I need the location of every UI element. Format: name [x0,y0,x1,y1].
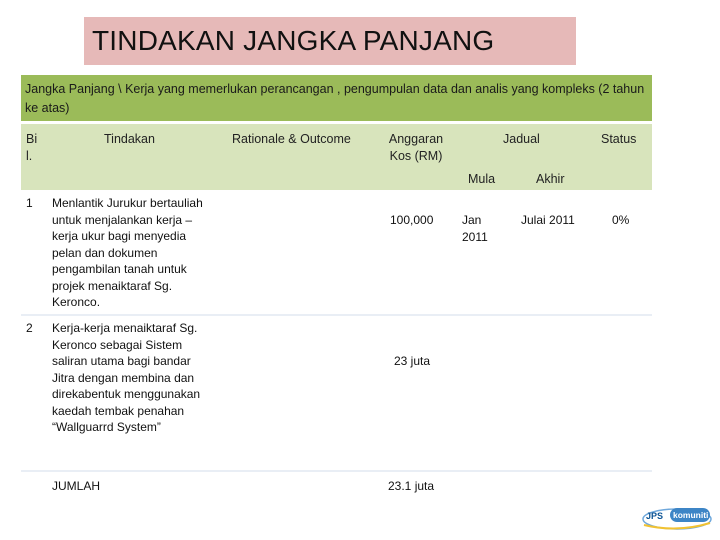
total-label: JUMLAH [52,479,101,493]
header-tindakan: Tindakan [104,132,155,146]
row-1-bil: 1 [26,196,33,210]
page-title-box [84,17,576,65]
row-1-mula: Jan 2011 [462,213,488,244]
total-value: 23.1 juta [388,479,435,493]
row-1-status: 0% [612,213,630,227]
svg-text:komuniti: komuniti [673,510,709,520]
category-description: Jangka Panjang \ Kerja yang memerlukan perancangan , pengumpulan data dan analis yang kompleks (2 tahun ke atas) [21,75,652,121]
row-2-tindakan: Kerja-kerja menaiktaraf Sg. Keronco sebagai Sistem saliran utama bagi bandar Jitra dengan membina dan direkabentuk menggunakan kaedah tembak penahan “Wallguarrd System” [52,321,201,434]
header-mula: Mula [468,172,496,186]
table-header [21,124,652,168]
page-title: TINDAKAN JANGKA PANJANG [92,25,495,56]
row-divider [21,314,652,316]
row-1-anggaran: 100,000 [390,213,434,227]
header-jadual: Jadual [503,132,540,146]
row-2-bil: 2 [26,321,33,335]
row-1-akhir: Julai 2011 [521,213,575,227]
header-status: Status [601,132,637,146]
row-divider [21,470,652,472]
header-anggaran: Anggaran Kos (RM) [388,132,444,163]
svg-text:JPS: JPS [646,511,664,521]
row-2-anggaran: 23 juta [394,354,431,368]
header-akhir: Akhir [536,172,565,186]
table-subheader [21,168,652,190]
header-rationale: Rationale & Outcome [232,132,351,146]
row-1-tindakan: Menlantik Jurukur bertauliah untuk menjalankan kerja – kerja ukur bagi menyedia pelan dan dokumen pengambilan tanah untuk projek menaiktaraf Sg. Keronco. [52,196,203,309]
jps-komuniti-logo [640,505,714,531]
header-bil: Bi l. [26,132,38,163]
logo-graphic [640,505,714,531]
